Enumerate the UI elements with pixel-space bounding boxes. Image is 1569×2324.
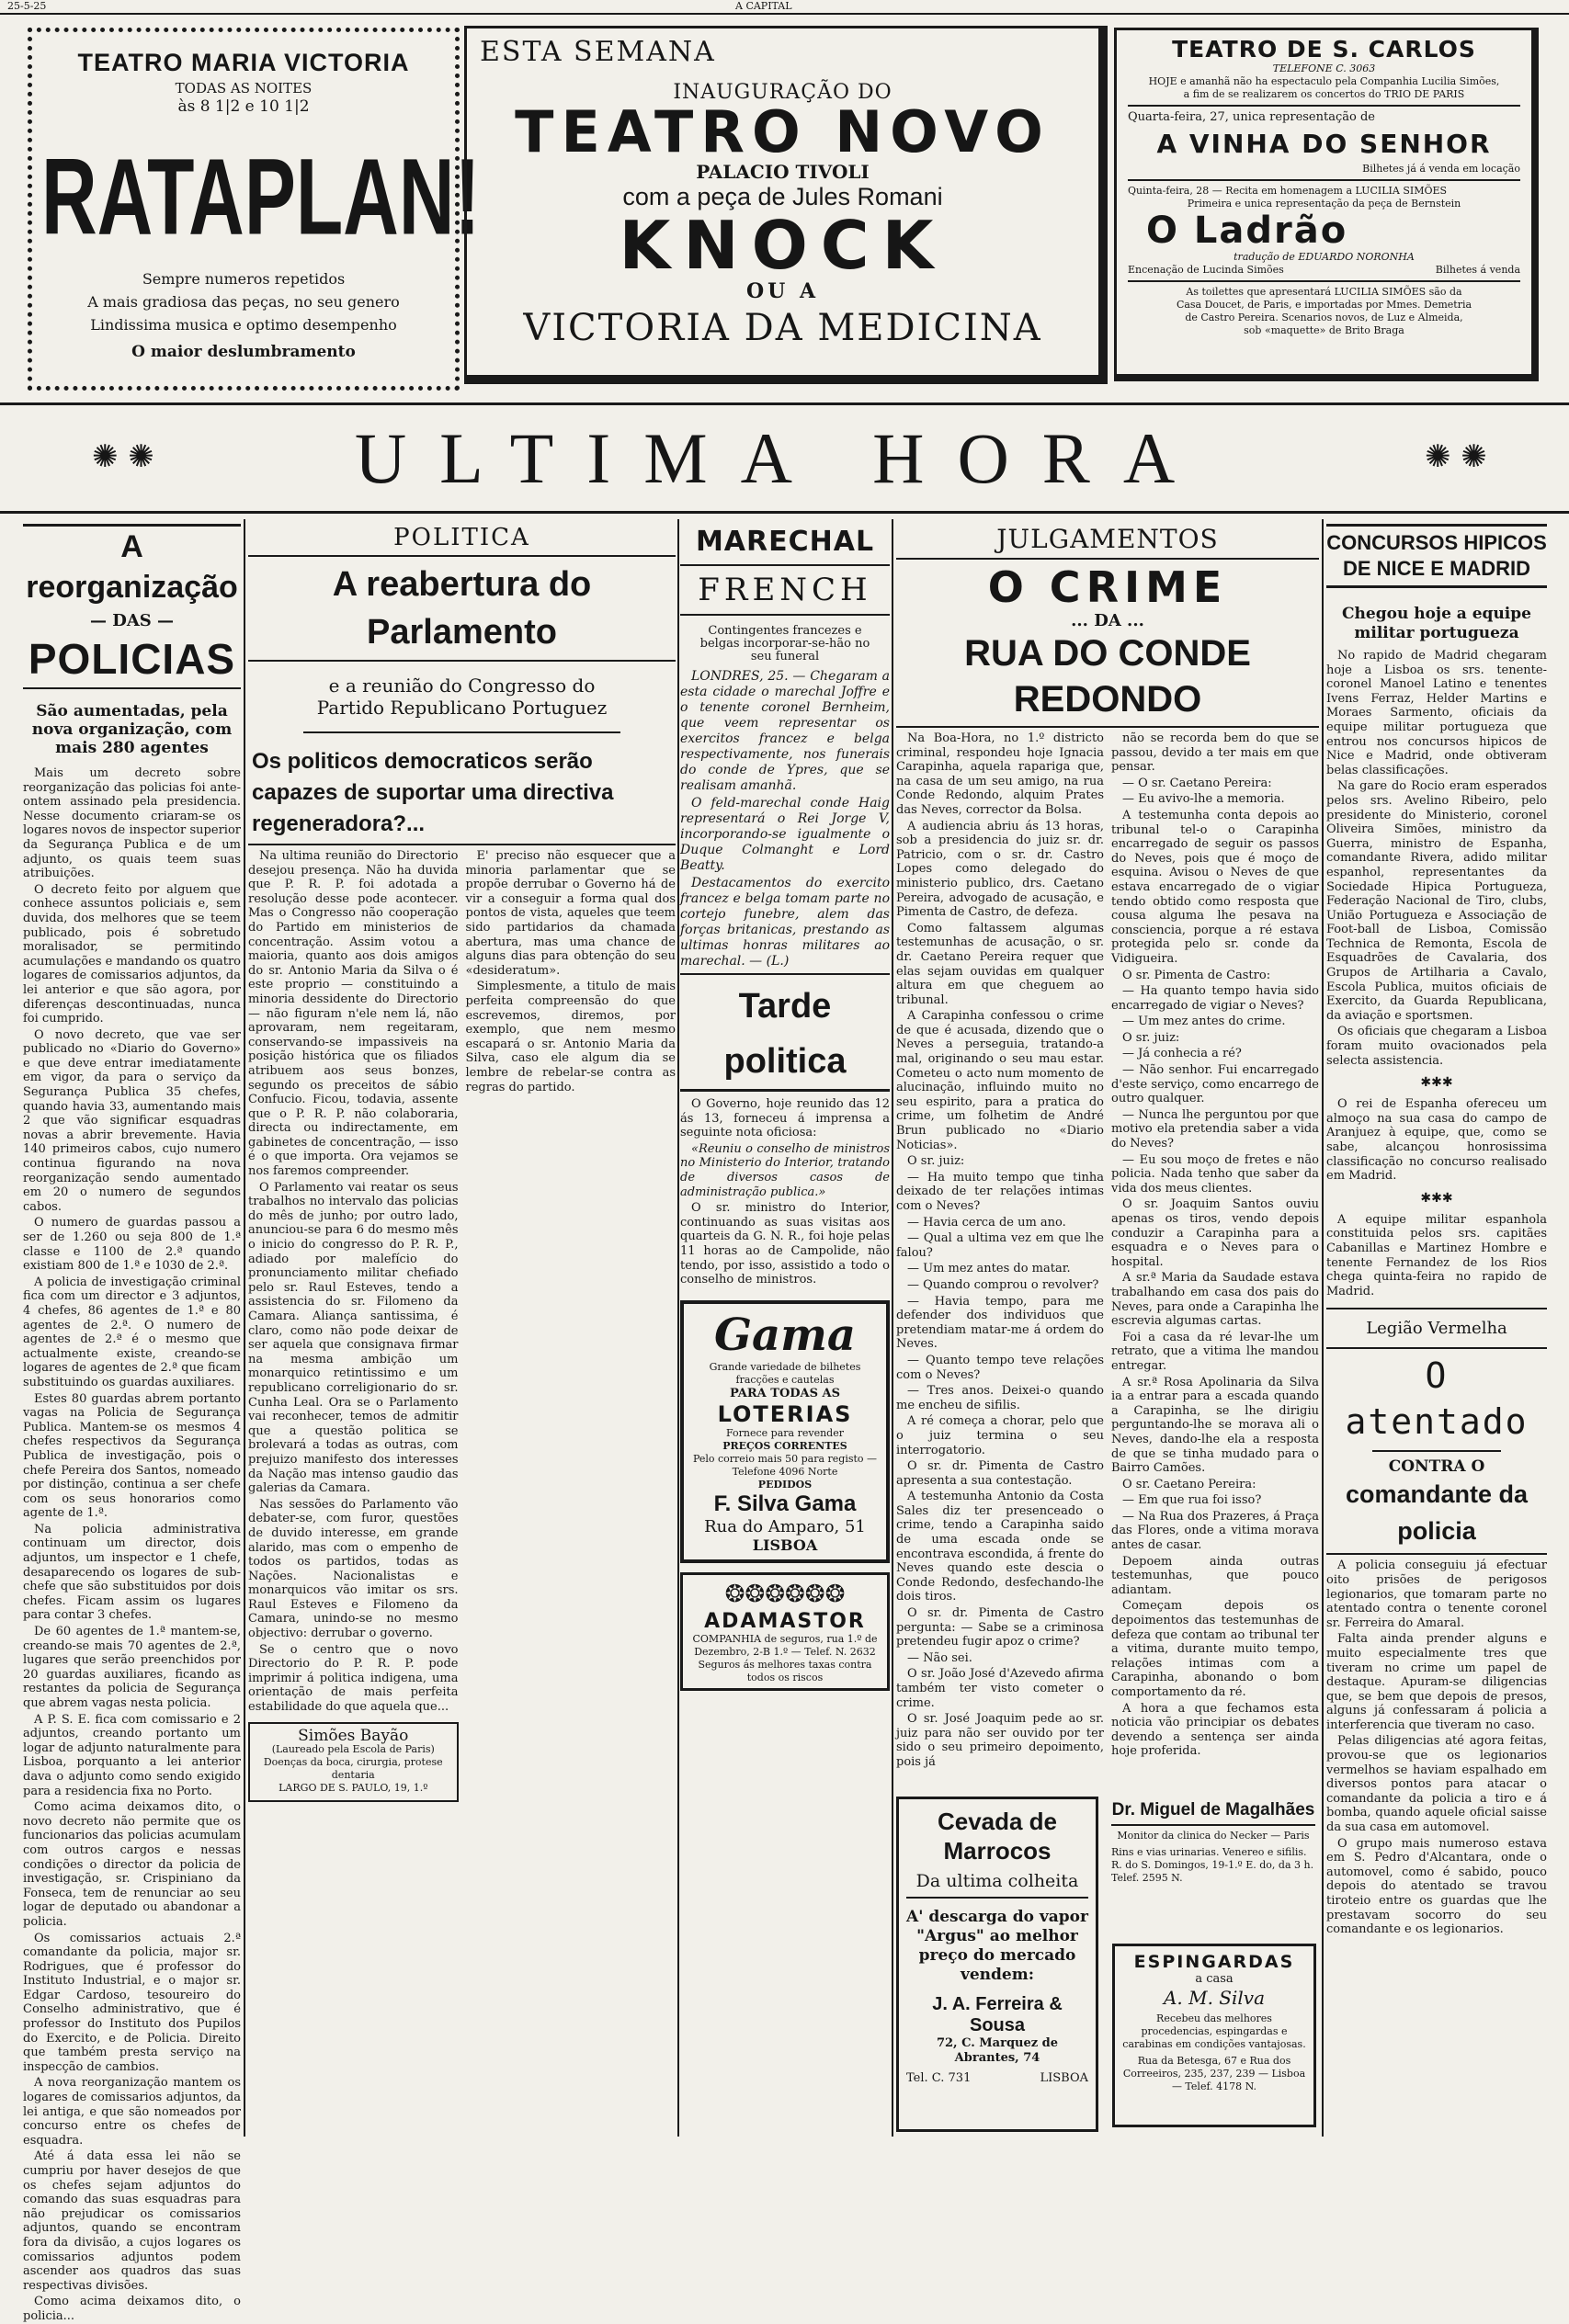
paragraph: — Em que rua foi isso? <box>1122 1493 1262 1508</box>
paragraph: Os oficiais que chegaram a Lisboa foram muito ovacionados pela selecta assistencia. <box>1326 1025 1547 1068</box>
ad-sc-phone: TELEFONE C. 3063 <box>1272 62 1376 74</box>
paragraph: Na gare do Rocio eram esperados pelos srs. Avelino Ribeiro, pelo presidente do Ministerio, coronel Oliveira Simões, ministro da Guerra, ministro de Espanha, comandante Rivera, adido militar espanhol, representantes da Sociedade Hipica Portugueza, Federação Nacional de Tiro, clubs, União Portugueza e Associação de Foot-ball de Lisboa, Comissão Technica de Remonta, Escola de Esquadrões de Cavalaria, dos Grupos de Artilharia a Cavalo, Escola Publica, muitos oficiais de Exercito, da Guarda Republicana, da aviação e sportsmen. <box>1326 779 1547 1023</box>
ad-cevada-l1: A' descarga do vapor "Argus" ao melhor preço do mercado vendem: <box>906 1908 1088 1984</box>
paragraph: — Havia cerca de um ano. <box>907 1215 1066 1230</box>
article-crime-body-b <box>1111 731 1319 1772</box>
paragraph: Na policia administrativa continuam um director, dois adjuntos, um inspector e 1 chefe, desaparecendo os logares de sub-chefe que são substituidos por dois chefes. Ficam assim os lugares para contar 3 chefes. <box>23 1522 241 1623</box>
paragraph: No rapido de Madrid chegaram hoje a Lisboa os srs. tenente-coronel Manoel Latino e tenentes Ivens Ferraz, Helder Martins e Moraes Sarmento, oficiais da equipe militar portugueza que entrou nos concursos hipicos de Nice e Madrid, onde obtiveram belas classificações. <box>1326 649 1547 777</box>
paragraph: A testemunha Antonio da Costa Sales diz ter presenceado o crime, tendo a Carapinha saido de uma escada onde se encontrava escondida, á frente do Neves quando este descia o Conde Redondo, desfechando-lhe dois tiros. <box>896 1490 1104 1604</box>
ad-sc-l8: Encenação de Lucinda Simões <box>1128 264 1284 276</box>
ad-gama-brand: Gama <box>714 1309 856 1361</box>
paragraph: — Eu sou moço de fretes e não policia. Nada tenho que saber da vida dos meus clientes. <box>1111 1152 1319 1196</box>
article-hipicos <box>1326 524 1547 2137</box>
paragraph: A ré começa a chorar, pelo que o juiz termina o seu interrogatorio. <box>896 1414 1104 1457</box>
ad-gama-l7: PEDIDOS <box>757 1478 813 1491</box>
article-parlamento-title: A reabertura do Parlamento <box>332 565 592 652</box>
paragraph: O grupo mais numeroso estava em S. Pedro d'Alcantara, onde o automovel, como é sabido, pouco depois do atentado se travou tiroteio entre os guardas que lhe prestavam socorro do seu comandante e os legionarios. <box>1326 1836 1547 1937</box>
ad-cevada-t2: Da ultima colheita <box>915 1871 1079 1891</box>
ad-adamastor-l2: Seguros ás melhores taxas contra todos os riscos <box>698 1658 872 1683</box>
paragraph: Estes 80 guardas abrem portanto vagas na Policia de Segurança Publica. Mantem-se os mesmos 4 chefes respectivos da Segurança Publica de investigação, pois o chefe Pereira dos Santos, nomeado por distinção, continua a ser chefe com os seus honorarios como agente de 1.ª. <box>23 1391 241 1521</box>
paragraph: O sr. dr. Pimenta de Castro pergunta: — Sabe se a criminosa pretendeu fugir apoz o crime? <box>896 1606 1104 1649</box>
ad-esp-l1: a casa <box>1195 1972 1234 1986</box>
paragraph: Falta ainda prender alguns e muito especialmente tres que tiveram no crime um papel de destaque. Apuram-se diligencias que, se bem que depois de presos, alguns já confessaram á policia a interferencia que tiveram no caso. <box>1326 1632 1547 1732</box>
paragraph: O sr. juiz: <box>907 1154 965 1169</box>
paragraph: A policia de investigação criminal fica com um director e 3 adjuntos, 4 chefes, 86 agentes de 1.ª e 80 agentes de 2.ª. O numero de agentes de 2.ª é o mesmo que actualmente existe, creando-se logares de agentes de 2.ª que ficam substituindo os guardas auxiliares. <box>23 1275 241 1389</box>
ad-gama-l6: Pelo correio mais 50 para registo — Telefone 4096 Norte <box>692 1452 878 1478</box>
article-french <box>680 524 890 2137</box>
ad-tn-name: TEATRO NOVO <box>515 98 1051 165</box>
ad-esp-l2: A. M. Silva <box>1163 1987 1266 2009</box>
ad-sc-play1: A VINHA DO SENHOR <box>1156 129 1492 159</box>
ad-tn-with: com a peça de Jules Romani <box>622 183 943 210</box>
article-atentado-contra: CONTRA O <box>1388 1457 1485 1477</box>
ad-sc-l4: Bilhetes já á venda em locação <box>1362 163 1520 175</box>
article-atentado-title2: comandante da policia <box>1345 1480 1529 1546</box>
paragraph: A audiencia abriu ás 13 horas, sob a presidencia do juiz sr. dr. Patricio, com o sr. dr. Castro Lopes como delegado do ministerio publico, drs. Caetano Pereira, advogado de acusação, e Pimenta de Castro, de defeza. <box>896 819 1104 920</box>
ad-simoes-bayao <box>248 1722 459 1803</box>
ad-cevada-l4: Tel. C. 731 <box>906 2071 972 2085</box>
paragraph: O sr. Pimenta de Castro: <box>1122 968 1271 982</box>
ad-gama-l5: PREÇOS CORRENTES <box>722 1439 847 1452</box>
ad-mv-line6: O maior deslumbramento <box>131 343 356 361</box>
ad-esp-l4: Rua da Betesga, 67 e Rua dos Correeiros, 235, 237, 239 — Lisboa — Telef. 4178 N. <box>1122 2055 1306 2092</box>
ad-tn-play2: VICTORIA DA MEDICINA <box>523 307 1042 349</box>
ad-doctor-l1: Monitor da clinica do Necker — Paris <box>1117 1830 1310 1842</box>
article-crime-body-a <box>896 731 1104 1772</box>
article-policias-title1: A reorganização <box>23 524 241 607</box>
ad-gama-l10: LISBOA <box>752 1536 818 1554</box>
paragraph: Se o centro que o novo Directorio do P. R. P. pode imprimir á politica indigena, uma orientação de mais perfeita estabilidade do que aquela que... <box>248 1642 459 1715</box>
ad-sc-l13: sob «maquette» de Brito Braga <box>1244 324 1404 336</box>
ad-espingardas <box>1112 1944 1316 2127</box>
ad-sb-l2: LARGO DE S. PAULO, 19, 1.º <box>279 1782 428 1795</box>
ad-esp-t: ESPINGARDAS <box>1133 1952 1295 1972</box>
article-policias-title2: POLICIAS <box>28 635 236 683</box>
paragraph: Pelas diligencias até agora feitas, provou-se que os legionarios vermelhos se haviam espalhado em diversos pontos para atacar o comandante da policia a tiro e á bomba, quando aquele oficial saisse da sua casa em automovel. <box>1326 1734 1547 1835</box>
article-hipicos-title1: CONCURSOS HIPICOS <box>1326 524 1547 556</box>
article-parlamento-sub2: Partido Republicano Portuguez <box>316 697 608 719</box>
paragraph: Começam depois os depoimentos das testemunhas de defeza que contam ao tribunal ter a vitima, durante muito tempo, relações intimas com a Carapinha, abonando o bom comportamento da ré. <box>1111 1599 1319 1699</box>
paragraph: A testemunha conta depois ao tribunal tel-o o Carapinha encarregado de seguir os passos do Neves, pois que é moço de esquina. Avisou o Neves de que estava encarregado de o vigiar tendo obtido como resposta que cousa alguma lhe pesava na consciencia, porque a ré estava protegida pelo sr. conde da Vidigueira. <box>1111 808 1319 966</box>
ad-cevada-l5: LISBOA <box>1040 2071 1088 2085</box>
ad-gama-l4: Fornece para revender <box>726 1426 844 1439</box>
ad-mv-line2: às 8 1|2 e 10 1|2 <box>177 97 310 116</box>
paragraph: Até á data essa lei não se cumpriu por haver desejos de que os chefes sejam adjuntos do comando das suas esquadras para não prejudicar os comissarios adjuntos, quando se encontram fora da divisão, a cujos logares os comissarios adjuntos podem ascender aos quadros das suas respectivas divisões. <box>23 2149 241 2293</box>
paragraph: Nas sessões do Parlamento vão debater-se, com furor, questões de duvido interesse, em grande alarido, mas com o empenho de todos os partidos, todas as Nações. Nacionalistas e monarquicos vão imitar os srs. Raul Esteves e Filomeno da Camara, unindo-se no mesmo objectivo: derrubar o governo. <box>248 1497 459 1641</box>
paragraph: Como acima deixamos dito, o policia... <box>23 2295 241 2323</box>
ad-sao-carlos <box>1114 28 1539 381</box>
top-line-paper: A CAPITAL <box>735 0 792 12</box>
paragraph: Mais um decreto sobre reorganização das policias foi ante-ontem assinado pela presidencia. Nesse documento criaram-se os logares novos de inspector superior da Segurança Publica e de um adjunto, os quais teem suas atribuições. <box>23 766 241 881</box>
paragraph: — Quando comprou o revolver? <box>907 1277 1099 1292</box>
ad-sb-l1: (Laureado pela Escola de Paris) Doenças da boca, cirurgia, protese dentaria <box>263 1743 443 1782</box>
article-tarde-body <box>680 1097 890 1287</box>
ad-doctor <box>1108 1797 1319 1888</box>
article-parlamento-kicker: POLITICA <box>393 524 530 551</box>
paragraph: — Ha quanto tempo havia sido encarregado de vigiar o Neves? <box>1111 984 1319 1013</box>
ad-sc-l11: Casa Doucet, de Paris, e importadas por Mmes. Demetria <box>1176 299 1472 311</box>
ad-teatro-novo <box>464 26 1108 384</box>
ad-gama-l8: F. Silva Gama <box>713 1491 857 1516</box>
paragraph: — Havia tempo, para me defender dos individuos que pretendiam matar-me á ordem do Neves. <box>896 1294 1104 1352</box>
article-crime-kicker: JULGAMENTOS <box>996 524 1219 554</box>
ad-tn-oua: OU A <box>745 279 820 303</box>
ad-sc-l7: tradução de EDUARDO NORONHA <box>1234 251 1415 263</box>
ad-tn-palacio: PALACIO TIVOLI <box>696 161 870 183</box>
ad-gama <box>680 1300 890 1563</box>
paragraph: Na ultima reunião do Directorio desejou presença. Não ha duvida que P. R. P. foi adotada a resolução desse pode acontecer. Mas o Congresso não cooperação do Partido em ministerios de concentração. Assim votou a maioria, quanto aos dois amigos do sr. Antonio Maria da Silva o é este proprio — constituindo a minoria dessidente do Directorio — não figuram n'ele nem lá, não aprovaram, nem regeitaram, conservando-se impassiveis na posição histórica que os filiados atribuem aos seus bonzes, segundo os preceitos de sábio Confucio. Ficou, todavia, assente que o P. R. P. não colaboraria, directa ou indirectamente, em gabinetes de concentração, — isso é o que importa. Ora vejamos se nos faremos compreender. <box>248 849 459 1179</box>
article-atentado-title: O atentado <box>1345 1355 1529 1443</box>
paragraph: «Reuniu o conselho de ministros no Ministerio do Interior, tratando de diversos casos de administração publica.» <box>680 1141 890 1199</box>
ad-doctor-name: Dr. Miguel de Magalhães <box>1111 1800 1315 1820</box>
paragraph: A sr.ª Rosa Apolinaria da Silva ia a entrar para a escada quando a Carapinha, se lhe dirigiu perguntando-lhe se morava ali o Neves, dando-lhe ela a resposta de que se tinha mudado para o Bairro Camões. <box>1111 1375 1319 1476</box>
paragraph: Como acima deixamos dito, o novo decreto não permite que os funcionarios das policias acumulam com outros cargos e nessas condições o director da policia de investigação, sr. Crispiniano da Fonseca, tem de renunciar ao seu logar de deputado ou abandonar a policia. <box>23 1800 241 1929</box>
article-policias-body <box>23 766 241 2324</box>
paragraph: A policia conseguiu já efectuar oito prisões de perigosos legionarios, que tomaram parte no atentado contra o tenente coronel sr. Ferreira do Amaral. <box>1326 1559 1547 1630</box>
paragraph: O sr. Joaquim Santos ouviu apenas os tiros, vendo depois conduzir a Carapinha para a esquadra e o Neves para o hospital. <box>1111 1197 1319 1269</box>
paragraph: LONDRES, 25. — Chegaram a esta cidade o marechal Joffre e o tenente coronel Bernheim, que veem representar os exercitos francez e belga respectivamente, nos funerais do conde de Ypres, que se realisam amanhã. <box>680 669 890 793</box>
ad-sc-l10: As toilettes que apresentará LUCILIA SIMÕES são da <box>1186 286 1462 298</box>
ad-gama-l9: Rua do Amparo, 51 <box>704 1516 866 1536</box>
article-hipicos-body-3 <box>1326 1213 1547 1299</box>
ad-mv-theatre: TEATRO MARIA VICTORIA <box>77 49 410 76</box>
article-parlamento-body <box>248 849 459 1802</box>
paragraph: — O sr. Caetano Pereira: <box>1122 776 1272 790</box>
article-tarde-title: Tarde politica <box>680 979 890 1092</box>
paragraph: A hora a que fechamos esta noticia vão principiar os debates devendo a sentença ser ainda hoje proferida. <box>1111 1701 1319 1759</box>
paragraph: O sr. ministro do Interior, continuando as suas visitas aos quarteis da G. N. R., foi hoje pelas 11 horas ao de Campolide, não tendo, por isso, assistido a todo o conselho de ministros. <box>680 1201 890 1287</box>
ad-mv-line1: TODAS AS NOITES <box>175 80 313 96</box>
paragraph: O rei de Espanha ofereceu um almoço na sua casa do campo de Aranjuez à equipe, que, como se sabe, alcançou honrosissima classificação no concurso realisado em Madrid. <box>1326 1097 1547 1184</box>
paragraph: O sr. José Joaquim pede ao sr. juiz para não ser ouvido por ter sido o seu primeiro depoimento, pois já <box>896 1712 1104 1769</box>
paragraph: De 60 agentes de 1.ª mantem-se, creando-se mais 70 agentes de 2.ª, lugares que serão preenchidos por 20 guardas auxiliares, ficando as restantes da policia de Segurança que abrem vagas nesta policia. <box>23 1625 241 1710</box>
banner <box>0 414 1569 505</box>
paragraph: A nova reorganização mantem os logares de comissarios adjuntos, da lei antiga, e que são nomeados por concurso entre os chefes de esquadra. <box>23 2076 241 2148</box>
article-legiao-kicker: Legião Vermelha <box>1366 1319 1507 1339</box>
ad-esp-l3: Recebeu das melhores procedencias, espingardas e carabinas em condições vantajosas. <box>1122 2012 1306 2050</box>
banner-ornament-icon: ✺ ✺ <box>92 438 154 475</box>
paragraph: O sr. dr. Pimenta de Castro apresenta a sua contestação. <box>896 1459 1104 1488</box>
ad-tn-play: KNOCK <box>619 207 947 284</box>
article-crime-da: ... DA ... <box>1071 611 1144 630</box>
paragraph: Na Boa-Hora, no 1.º districto criminal, respondeu hoje Ignacia Carapinha, aquela rapariga que, na casa de um seu amigo, na rua Conde Redondo, alquim Prates das Neves, corrector da Bolsa. <box>896 731 1104 817</box>
paragraph: — Tres anos. Deixei-o quando me encheu de sifilis. <box>896 1384 1104 1412</box>
paragraph: O sr. juiz: <box>1122 1030 1180 1045</box>
ad-mv-line5: Lindissima musica e optimo desempenho <box>90 316 397 334</box>
banner-ornament-icon: ✺ ✺ <box>1425 438 1487 475</box>
article-atentado-body <box>1326 1559 1547 1936</box>
article-parlamento <box>248 524 676 2137</box>
top-line <box>0 0 1569 13</box>
article-hipicos-subtitle: Chegou hoje a equipe militar portugueza <box>1342 605 1531 642</box>
paragraph: — Não sei. <box>907 1650 972 1665</box>
paragraph: A equipe militar espanhola constituida pelos srs. capitães Cabanillas e Martinez Hombre e tenente Fernandez de los Rios chega quinta-feira no rapido de Madrid. <box>1326 1212 1547 1298</box>
ad-sc-l12: de Castro Pereira. Scenarios novos, de Luz e Almeida, <box>1185 312 1463 323</box>
ad-cevada <box>896 1797 1098 2132</box>
ad-sc-l3: Quarta-feira, 27, unica representação de <box>1128 110 1375 124</box>
banner-title: ULTIMA HORA <box>354 418 1209 498</box>
paragraph: Simplesmente, a titulo de mais perfeita compreensão do que escrevemos, diremos, por exemplo, que nem mesmo escapará o sr. Antonio Maria da Silva, caso ele algum dia se lembre de rebelar-se contra as regras do partido. <box>465 980 676 1094</box>
paragraph: O novo decreto, que vae ser publicado no «Diario do Governo» e que deve entrar imediatamente em vigor, da para o serviço da Segurança Publica 35 chefes, quando havia 33, aumentando mais 2 que vão significar esquadras novas a abrir brevemente. Havia 140 primeiros cabos, cujo numero continua figurando na nova reorganização sendo aumentado em 20 o numero de segundos cabos. <box>23 1027 241 1214</box>
ad-mv-play: RATAPLAN! <box>41 136 481 257</box>
paragraph: A Carapinha confessou o crime de que é acusada, dizendo que o Neves a perseguia, tratando-a mal, originando o seu mau estar. Cometeu o acto num momento de alucinação, influindo muito no seu espirito, para a pratica do crime, um folhetim de André Brun publicado no «Diario Noticias». <box>896 1009 1104 1152</box>
ad-cevada-t1: Cevada de Marrocos <box>937 1808 1058 1865</box>
paragraph: — Qual a ultima vez em que lhe falou? <box>896 1231 1104 1260</box>
ad-cevada-l2: J. A. Ferreira & Sousa <box>932 1994 1063 2035</box>
paragraph: — Eu avivo-lhe a memoria. <box>1122 792 1285 807</box>
article-hipicos-body-2 <box>1326 1097 1547 1184</box>
ad-cevada-l3: 72, C. Marquez de Abrantes, 74 <box>936 2036 1059 2065</box>
paragraph: — Não senhor. Fui encarregado d'este serviço, como encarrego de outro qualquer. <box>1111 1063 1319 1106</box>
ad-adamastor <box>680 1572 890 1691</box>
paragraph: — Nunca lhe perguntou por que motivo ela pretendia saber a vida do Neves? <box>1111 1107 1319 1151</box>
ad-sc-l5: Quinta-feira, 28 — Recita em homenagem a LUCILIA SIMÕES <box>1128 185 1448 197</box>
ad-adamastor-name: ADAMASTOR <box>704 1609 866 1633</box>
article-parlamento-body-2 <box>466 849 676 1802</box>
article-hipicos-body <box>1326 649 1547 1068</box>
paragraph: O sr. João José d'Azevedo afirma também ter visto cometer o crime. <box>896 1667 1104 1710</box>
article-policias-subtitle: São aumentadas, pela nova organização, com mais 280 agentes <box>31 702 233 757</box>
article-french-title2: FRENCH <box>698 572 872 608</box>
ad-sc-l2: a fim de se realizarem os concertos do TRIO DE PARIS <box>1183 88 1465 100</box>
ad-sc-theatre: TEATRO DE S. CARLOS <box>1172 36 1476 62</box>
ad-sb-name: Simões Bayão <box>298 1726 409 1745</box>
paragraph: Foi a casa da ré levar-lhe um retrato, que a vitima lhe mandou entregar. <box>1111 1330 1319 1373</box>
paragraph: Destacamentos do exercito francez e belga tomam parte no cortejo funebre, alem das forças britanicas, prestando as ultimas honras militares ao marechal. — (L.) <box>680 876 890 969</box>
ad-doctor-l2: Rins e vias urinarias. Venereo e sifilis. R. do S. Domingos, 19-1.º E. do, da 3 h. Telef. 2595 N. <box>1111 1846 1314 1884</box>
article-policias-das: — DAS — <box>89 611 175 630</box>
paragraph: — Um mez antes do matar. <box>907 1262 1071 1276</box>
paragraph: O sr. Caetano Pereira: <box>1122 1477 1256 1491</box>
ad-sc-l9: Bilhetes á venda <box>1435 264 1520 276</box>
top-rule <box>0 13 1569 15</box>
paragraph: A P. S. E. fica com comissario e 2 adjuntos, creando portanto um logar de adjunto naturalmente para Lisboa, porquanto a lei anterior dava o adjunto como sendo exigido para a residencia fixa no Porto. <box>23 1712 241 1798</box>
article-french-subtitle: Contingentes francezes e belgas incorporar-se-hão no seu funeral <box>699 624 870 663</box>
paragraph: — Quanto tempo teve relações com o Neves? <box>896 1353 1104 1382</box>
paragraph: — Um mez antes do crime. <box>1122 1015 1286 1029</box>
paragraph: Os comissarios actuais 2.ª comandante da policia, major sr. Rodrigues, que é professor do Instituto Industrial, e o major sr. Edgar Cardoso, tesoureiro do Conselho administrativo, que é professor do Instituto dos Pupilos do Exercito, e de Policia. Direito que também presta serviço na inspecção de cambios. <box>23 1931 241 2074</box>
paragraph: O numero de guardas passou a ser de 1.260 ou seja 800 de 1.ª classe e 1100 de 2.ª quando existiam 800 de 1.ª e 1030 de 2.ª. <box>23 1216 241 1274</box>
article-crime-title1: O CRIME <box>987 562 1228 612</box>
ad-mv-line4: A mais gradiosa das peças, no seu genero <box>87 293 400 311</box>
ad-adamastor-ornament-icon: ❂❂❂❂❂❂ <box>724 1580 846 1608</box>
article-hipicos-title2: DE NICE E MADRID <box>1326 556 1547 588</box>
paragraph: O Governo, hoje reunido das 12 ás 13, forneceu á imprensa a seguinte nota oficiosa: <box>680 1097 890 1140</box>
article-parlamento-question: Os politicos democraticos serão capazes de suportar uma directiva regeneradora?... <box>252 749 614 836</box>
paragraph: não se recorda bem do que se passou, devido a ter mais em que pensar. <box>1111 731 1319 775</box>
separator-stars: ✱✱✱ <box>1420 1190 1453 1206</box>
ad-gama-l2: PARA TODAS AS <box>729 1386 841 1400</box>
paragraph: E' preciso não esquecer que a minoria parlamentar que se propõe derrubar o Governo há de vir a conseguir a forma qual dos pontos de vista, aqueles que teem sido partidarios da chamada abertura, mas uma chance de alguns dias para obtenção do seu «desideratum». <box>465 849 676 978</box>
ad-sc-play2: O Ladrão <box>1146 210 1348 252</box>
paragraph: O feld-marechal conde Haig representará o Rei Jorge V, incorporando-se igualmente o Duque Colmanght e Lord Beatty. <box>680 796 890 873</box>
paragraph: — Na Rua dos Prazeres, á Praça das Flores, onde a vitima morava antes de casar. <box>1111 1509 1319 1553</box>
article-parlamento-sub1: e a reunião do Congresso do <box>328 675 596 697</box>
ad-tn-week: ESTA SEMANA <box>480 36 716 68</box>
ad-tn-inaug: INAUGURAÇÃO DO <box>673 81 893 104</box>
article-french-title1: MARECHAL <box>695 526 875 558</box>
article-french-body <box>680 669 890 969</box>
ad-maria-victoria <box>28 28 481 391</box>
paragraph: Como faltassem algumas testemunhas de acusação, o sr. dr. Caetano Pereira requer que elas sejam ouvidas em qualquer altura em que cheguem ao tribunal. <box>896 921 1104 1007</box>
separator-stars: ✱✱✱ <box>1420 1075 1453 1091</box>
banner-rule-top <box>0 402 1569 405</box>
banner-rule-bottom <box>0 511 1569 514</box>
ad-gama-l3: LOTERIAS <box>717 1400 853 1427</box>
ad-adamastor-l1: COMPANHIA de seguros, rua 1.º de Dezembro, 2-B 1.º — Telef. N. 2632 <box>692 1632 878 1658</box>
paragraph: O Parlamento vai reatar os seus trabalhos no intervalo das policias do mês de junho; por outro lado, anunciou-se para 6 do mesmo mês o inicio do congresso do P. R. P., adiado por malefício do pronunciamento militar chefiado pelo sr. Raul Esteves, tendo a assistencia do sr. Filomeno da Camara. Aliança santissima, é claro, como não pode deixar de ser aquela que consignava firmar na mesma ambição um monarquico retintissimo e um republicano correligionario do sr. Cunha Leal. Ora se o Parlamento vai reconhecer, temos de admitir que a questão politica se brolevará a todas as outras, com prejuizo manifesto dos interesses da Nação mas intenso gaudio das galerias da Camara. <box>248 1180 459 1496</box>
ad-gama-l1: Grande variedade de bilhetes fracções e cautelas <box>709 1360 861 1386</box>
ad-mv-line3: Sempre numeros repetidos <box>142 270 346 288</box>
paragraph: — Já conhecia a ré? <box>1122 1047 1242 1061</box>
article-crime-title2: RUA DO CONDE REDONDO <box>964 633 1251 720</box>
paragraph: — Ha muito tempo que tinha deixado de ter relações intimas com o Neves? <box>896 1170 1104 1213</box>
top-line-date: 25-5-25 <box>7 0 47 12</box>
ad-sc-l1: HOJE e amanhã não ha espectaculo pela Companhia Lucilia Simões, <box>1148 75 1500 87</box>
paragraph: O decreto feito por alguem que conhece assuntos policiais e, sem duvida, dos melhores que se teem publicado, pois é sobretudo moralisador, se permitindo acumulações e mandando os quatro logares de comissarios adjuntos, da lei anterior e que são agora, por diferenças descontinuadas, nunca foi cumprido. <box>23 882 241 1026</box>
paragraph: A sr.ª Maria da Saudade estava trabalhando em casa dos pais do Neves, para onde a Carapinha lhe escrevia algumas cartas. <box>1111 1271 1319 1329</box>
ad-sc-l6: Primeira e unica representação da peça de Bernstein <box>1187 198 1461 210</box>
article-policias <box>23 524 241 2323</box>
paragraph: Depoem ainda outras testemunhas, que pouco adiantam. <box>1111 1554 1319 1597</box>
